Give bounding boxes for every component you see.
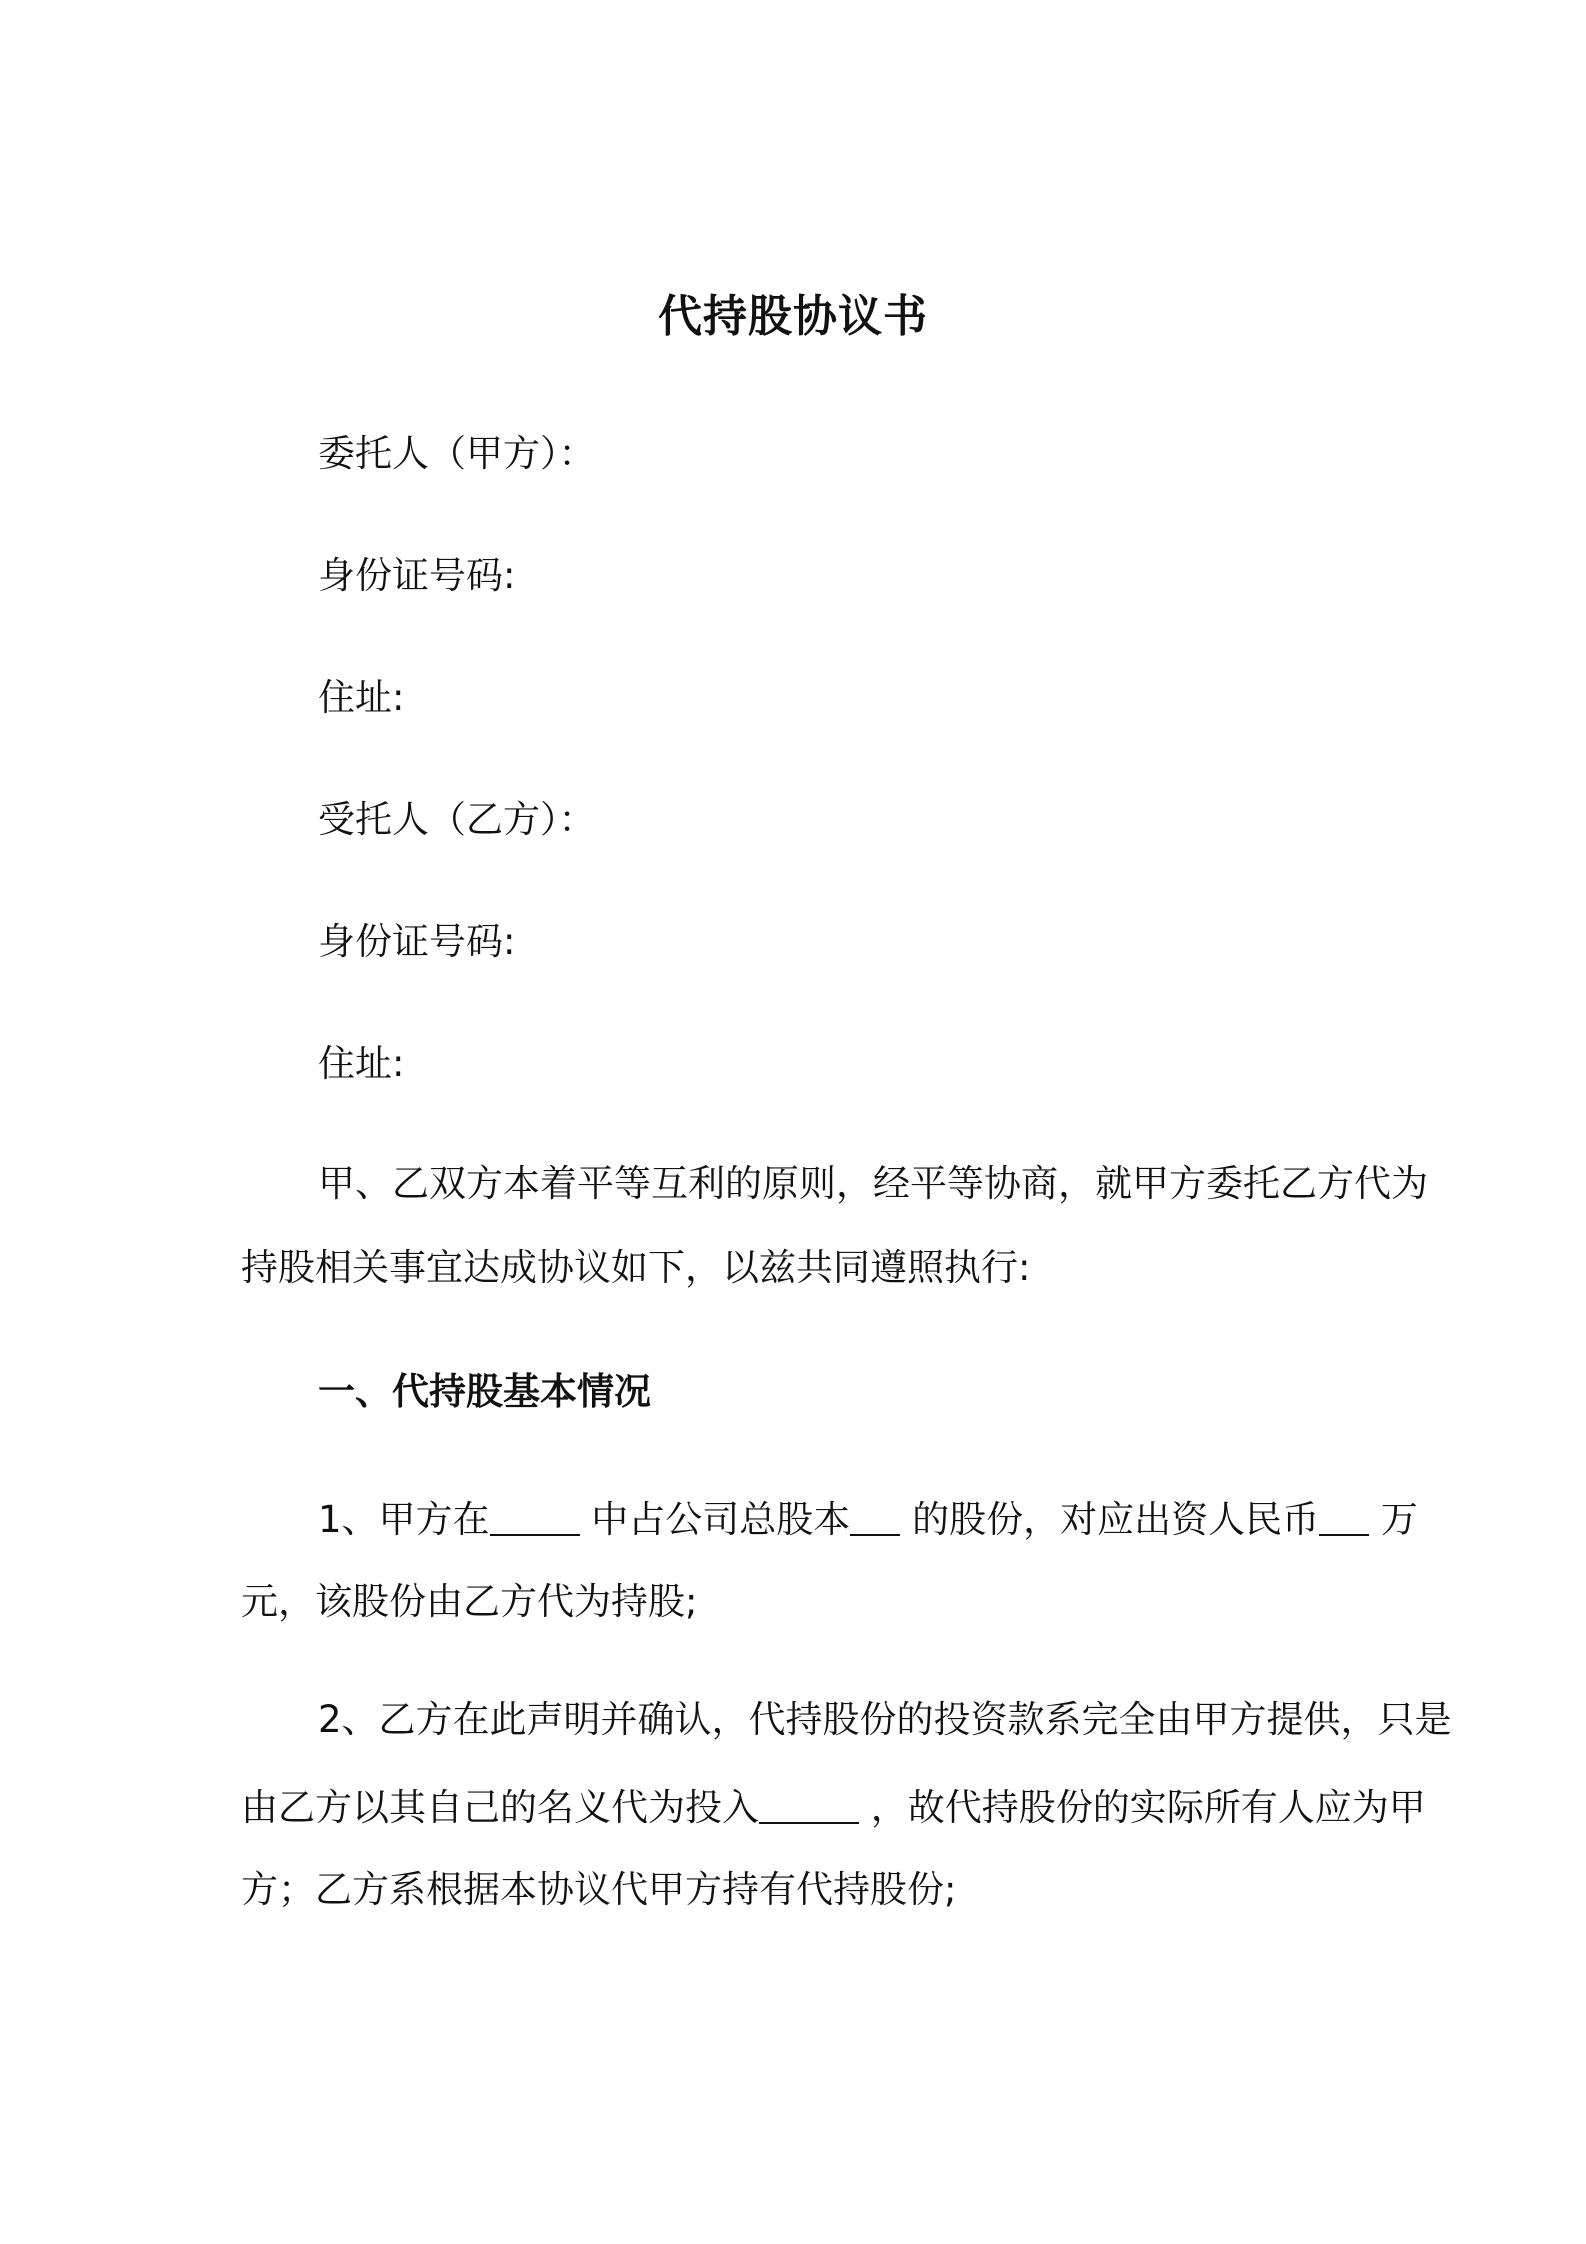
share-percentage-blank[interactable] (850, 1504, 900, 1536)
company-name-blank[interactable] (490, 1504, 580, 1536)
trustee-address-label: 住址: (318, 1042, 405, 1085)
section-1-heading: 一、代持股基本情况 (318, 1370, 651, 1413)
clause-1-line-2: 元，该股份由乙方代为持股; (241, 1580, 698, 1623)
investment-target-blank[interactable] (759, 1792, 859, 1824)
clause-2-line-2 (241, 1784, 1426, 1832)
trustee-label: 受托人（乙方）： (318, 798, 596, 841)
principal-id-label: 身份证号码: (318, 554, 516, 597)
document-title: 代持股协议书 (658, 291, 928, 342)
clause-2-line-3: 方；乙方系根据本协议代甲方持有代持股份; (241, 1868, 957, 1911)
trustee-id-label: 身份证号码: (318, 920, 516, 963)
intro-line-1: 甲、乙双方本着平等互利的原则，经平等协商，就甲方委托乙方代为 (318, 1162, 1428, 1205)
principal-label: 委托人（甲方）： (318, 432, 596, 475)
capital-amount-blank[interactable] (1319, 1504, 1369, 1536)
clause-2-text-a: 由乙方以其自己的名义代为投入 (241, 1786, 759, 1829)
clause-1-line-1 (318, 1496, 1418, 1544)
clause-2-line-1: 2、乙方在此声明并确认，代持股份的投资款系完全由甲方提供，只是 (318, 1698, 1452, 1741)
clause-1-text-c: 的股份，对应出资人民币 (900, 1498, 1320, 1541)
clause-2-text-b: ，故代持股份的实际所有人应为甲 (859, 1786, 1426, 1829)
clause-1-text-d: 万 (1369, 1498, 1418, 1541)
clause-1-text-b: 中占公司总股本 (579, 1498, 851, 1541)
clause-1-text-a: 1、甲方在 (318, 1498, 490, 1541)
principal-address-label: 住址: (318, 676, 405, 719)
intro-line-2: 持股相关事宜达成协议如下，以兹共同遵照执行: (241, 1246, 1031, 1289)
